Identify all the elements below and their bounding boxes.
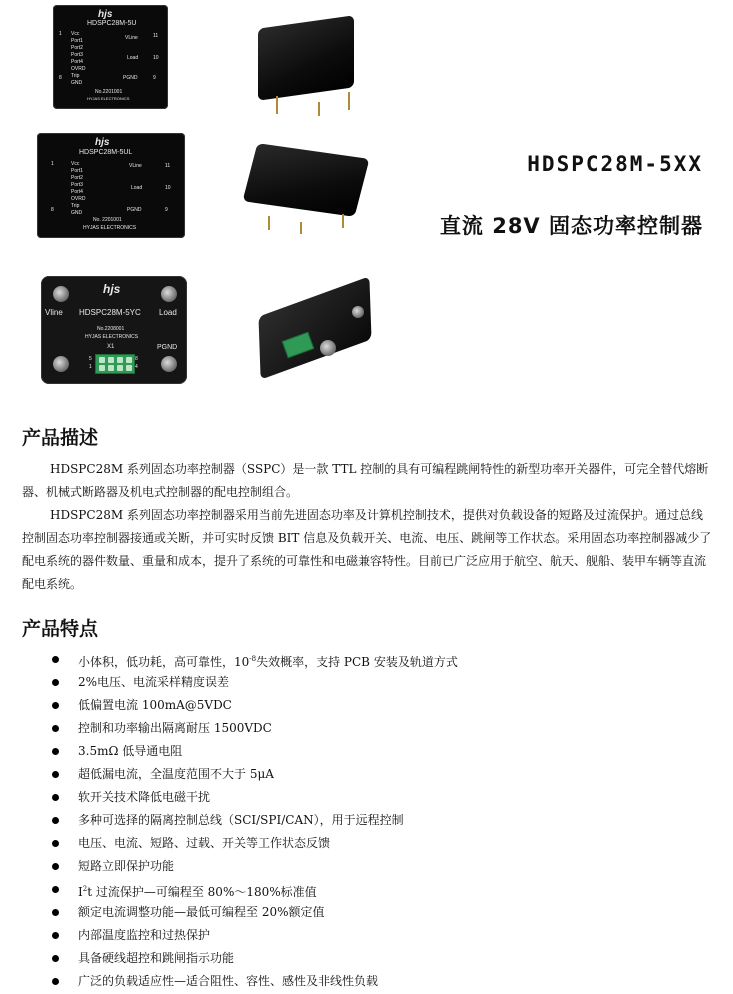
feature-item: 低偏置电流 100mA@5VDC <box>22 694 712 717</box>
pin-label: OVRD <box>71 196 86 202</box>
bullet-icon <box>52 932 59 939</box>
connector-label: X1 <box>107 344 115 350</box>
pin-number: 1 <box>59 31 62 37</box>
feature-item: 广泛的负载适应性—适合阻性、容性、感性及非线性负载 <box>22 970 712 993</box>
pin-label: Port3 <box>71 52 83 58</box>
feature-item: 具备硬线超控和跳闸指示功能 <box>22 947 712 970</box>
description-paragraph: HDSPC28M 系列固态功率控制器（SSPC）是一款 TTL 控制的具有可编程跳闸特性的新型功率开关器件，可完全替代熔断器、机械式断路器及机电式控制器的配电控制组合。 <box>22 462 709 499</box>
bullet-icon <box>52 679 59 686</box>
feature-item: 额定电流调整功能—最低可编程至 20%额定值 <box>22 901 712 924</box>
maker-label: HYJAS ELECTRONICS <box>87 96 130 101</box>
pin-number: 11 <box>153 33 159 39</box>
pin-label: GND <box>71 80 83 86</box>
feature-item: 超低漏电流，全温度范围不大于 5μA <box>22 763 712 786</box>
pin-number: 10 <box>153 55 159 61</box>
pin-label: PGND <box>123 75 138 81</box>
bullet-icon <box>52 771 59 778</box>
pin-list <box>71 161 85 217</box>
module-label: HDSPC28M-5YC <box>79 308 141 317</box>
pin-label: Port1 <box>71 38 83 44</box>
feature-item: 3.5mΩ 低导通电阻 <box>22 740 712 763</box>
bullet-icon <box>52 978 59 985</box>
pin-label: Trip <box>71 73 80 79</box>
feature-item: 小体积，低功耗，高可靠性，$10^{-8}$失效概率，支持 PCB 安装及轨道方式 <box>22 648 712 671</box>
module-5yc-top-image <box>41 276 187 384</box>
module-label: HDSPC28M-5UL <box>79 149 133 156</box>
feature-item: $I^2t$ 过流保护—可编程至 80%～180%标准值 <box>22 878 712 901</box>
pin-label: Trip <box>71 203 80 209</box>
pin-number: 11 <box>165 163 171 169</box>
pin-label: VLine <box>129 163 142 169</box>
product-model-title: HDSPC28M-5XX <box>527 152 703 176</box>
pin-label: Load <box>131 185 143 191</box>
feature-item: 内部温度监控和过热保护 <box>22 924 712 947</box>
bullet-icon <box>52 817 59 824</box>
pin-number: 8 <box>51 207 54 213</box>
logo: hjs <box>103 282 121 296</box>
pin-label: Port4 <box>71 189 83 195</box>
pin-number: 4 <box>135 364 138 370</box>
pin-label: Load <box>127 55 139 61</box>
pin-label: Port2 <box>71 175 83 181</box>
bullet-icon <box>52 863 59 870</box>
logo: hjs <box>95 137 110 148</box>
pin-label: GND <box>71 210 83 216</box>
module-5u-top-image <box>53 5 168 109</box>
feature-item: 软开关技术降低电磁干扰 <box>22 786 712 809</box>
pin-number: 9 <box>165 207 168 213</box>
feature-item: 电压、电流、短路、过载、开关等工作状态反馈 <box>22 832 712 855</box>
module-5ul-perspective-image <box>246 138 368 236</box>
bullet-icon <box>52 725 59 732</box>
features-list <box>22 648 712 993</box>
description-paragraph: HDSPC28M 系列固态功率控制器采用当前先进固态功率及计算机控制技术，提供对负载设备的短路及过流保护。通过总线控制固态功率控制器接通或关断，并可实时反馈 BIT 信息及负载开关、电流、电压、跳闸等工作状态。采用固态功率控制器减少了配电系统的器件数量、重量和成本，提升了系统的可靠性和电磁兼容特性。目前已广泛应用于航空、航天、舰船、装甲车辆等直流配电系统。 <box>22 508 712 591</box>
pin-number: 10 <box>165 185 171 191</box>
bullet-icon <box>52 909 59 916</box>
module-label: HDSPC28M-5U <box>87 20 137 27</box>
pin-label: Port4 <box>71 59 83 65</box>
pin-number: 8 <box>59 75 62 81</box>
product-subtitle: 直流 28V 固态功率控制器 <box>439 214 703 238</box>
module-5yc-perspective-image <box>248 280 384 384</box>
pin-list <box>71 31 85 87</box>
pin-number: 5 <box>89 356 92 362</box>
bullet-icon <box>52 748 59 755</box>
bullet-icon <box>52 702 59 709</box>
pin-label: Vcc <box>71 31 80 37</box>
pin-number: 1 <box>51 161 54 167</box>
bullet-icon <box>52 886 59 893</box>
logo: hjs <box>98 9 113 20</box>
pin-label: VLine <box>125 35 138 41</box>
pin-number: 8 <box>135 356 138 362</box>
module-5ul-top-image <box>37 133 185 238</box>
pin-number: 1 <box>89 364 92 370</box>
module-5u-perspective-image <box>252 12 362 117</box>
features-heading: 产品特点 <box>22 618 99 640</box>
serial-number: No.2201001 <box>95 89 123 95</box>
connector <box>95 354 135 374</box>
feature-item: 多种可选择的隔离控制总线（SCI/SPI/CAN），用于远程控制 <box>22 809 712 832</box>
load-label: Load <box>159 308 177 317</box>
maker-label: HYJAS ELECTRONICS <box>85 334 139 340</box>
vline-label: Vline <box>45 308 63 317</box>
serial-number: No. 2201001 <box>93 217 122 223</box>
description-heading: 产品描述 <box>22 427 99 449</box>
bullet-icon <box>52 656 59 663</box>
pin-label: Port2 <box>71 45 83 51</box>
feature-item: 短路立即保护功能 <box>22 855 712 878</box>
pin-label: Port3 <box>71 182 83 188</box>
pin-label: OVRD <box>71 66 86 72</box>
feature-item: 控制和功率输出隔离耐压 1500VDC <box>22 717 712 740</box>
serial-number: No.2208001 <box>97 326 125 332</box>
bullet-icon <box>52 955 59 962</box>
bullet-icon <box>52 794 59 801</box>
description-body <box>22 458 712 596</box>
pin-label: Vcc <box>71 161 80 167</box>
bullet-icon <box>52 840 59 847</box>
maker-label: HYJAS ELECTRONICS <box>83 225 137 231</box>
pin-label: Port1 <box>71 168 83 174</box>
pgnd-label: PGND <box>157 344 178 351</box>
pin-label: PGND <box>127 207 142 213</box>
pin-number: 9 <box>153 75 156 81</box>
feature-item: 2%电压、电流采样精度误差 <box>22 671 712 694</box>
